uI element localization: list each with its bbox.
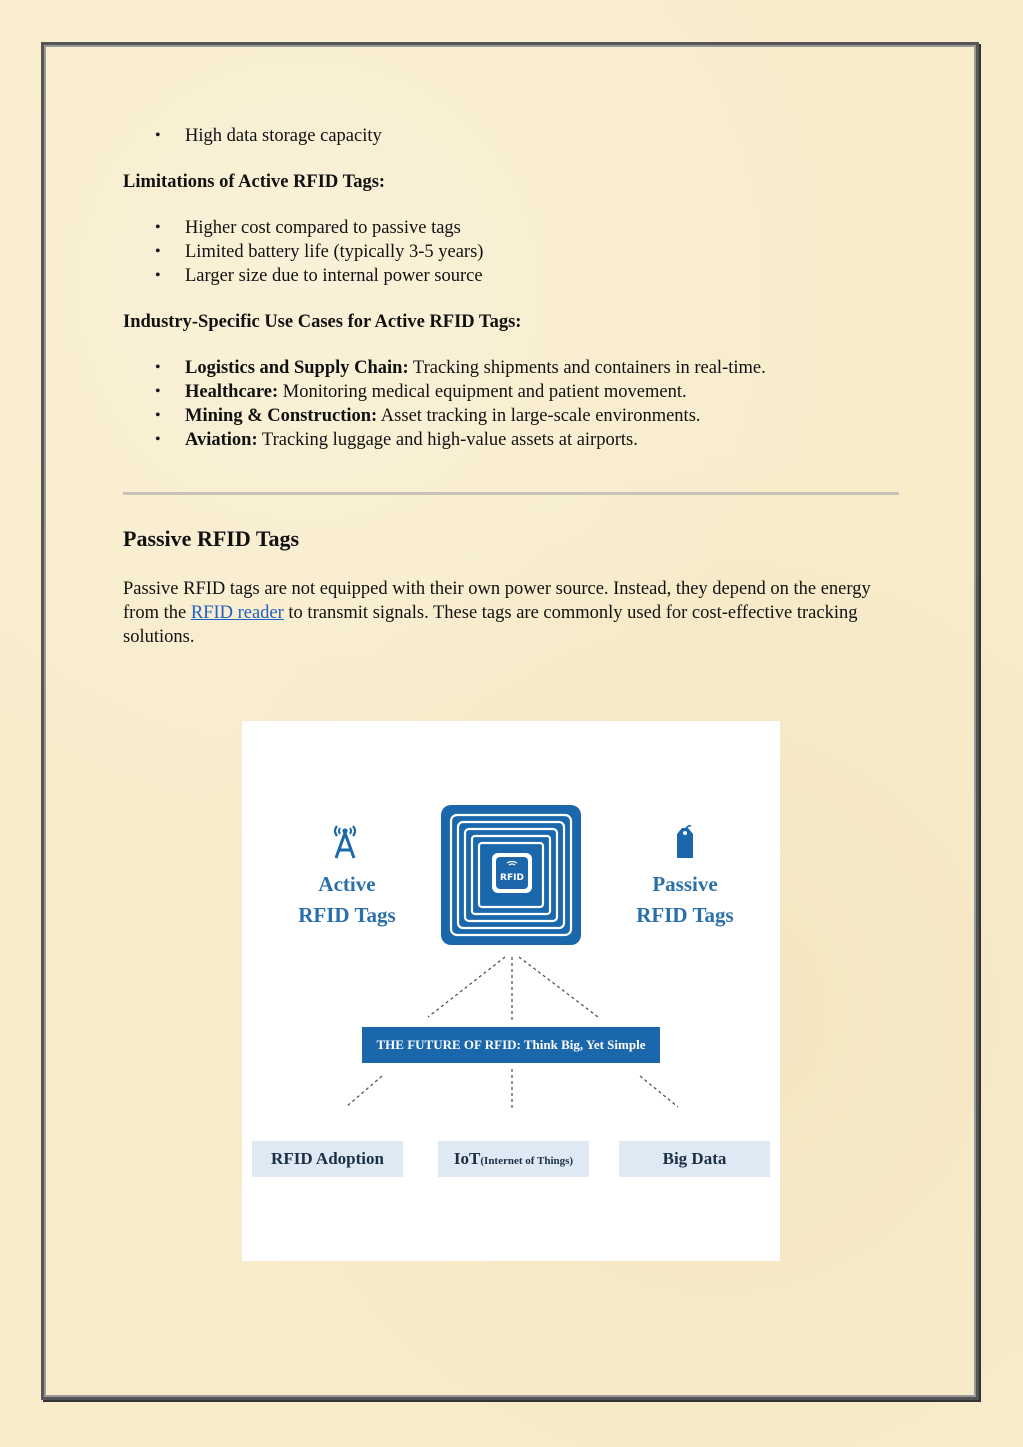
rfid-future-diagram — [242, 721, 780, 1261]
use-case-desc: Tracking luggage and high-value assets at airports. — [257, 430, 638, 450]
intro-list — [123, 124, 903, 148]
connector-lines — [242, 721, 780, 1261]
paragraph-text: to transmit signals. These tags are commonly used for cost-effective tracking solutions. — [123, 603, 858, 647]
iot-label — [438, 1141, 589, 1177]
use-case-desc: Asset tracking in large-scale environments. — [377, 406, 701, 426]
list-item — [185, 428, 903, 452]
title-line: RFID Tags — [636, 903, 734, 927]
section-divider — [123, 492, 899, 495]
use-cases-list — [123, 356, 903, 452]
list-item: • Higher cost compared to passive tags — [185, 216, 903, 240]
iot-main: IoT — [453, 1149, 481, 1168]
use-case-desc: Tracking shipments and containers in real-time. — [408, 358, 766, 378]
rfid-reader-link[interactable]: RFID reader — [190, 603, 284, 623]
passive-section-title: Passive RFID Tags — [123, 526, 300, 551]
big-data-label: Big Data — [619, 1141, 770, 1177]
document-content — [123, 124, 903, 649]
iot-sub: (Internet of Things) — [480, 1155, 574, 1167]
future-of-rfid-banner: THE FUTURE OF RFID: Think Big, Yet Simple — [362, 1027, 660, 1063]
title-line: RFID Tags — [298, 903, 396, 927]
list-item — [185, 380, 903, 404]
limitations-heading: Limitations of Active RFID Tags: — [123, 172, 386, 192]
list-item: • Larger size due to internal power source — [185, 264, 903, 288]
use-case-term: Mining & Construction: — [185, 406, 378, 426]
passive-paragraph — [123, 577, 903, 649]
use-case-term: Aviation: — [185, 430, 258, 450]
list-item — [185, 356, 903, 380]
list-item — [185, 404, 903, 428]
list-item: • High data storage capacity — [185, 124, 903, 148]
list-item: • Limited battery life (typically 3-5 years) — [185, 240, 903, 264]
title-line: Passive — [652, 872, 718, 896]
use-case-term: Healthcare: — [185, 382, 279, 402]
chip-label: RFID — [500, 873, 524, 883]
use-case-term: Logistics and Supply Chain: — [185, 358, 409, 378]
paragraph-text: Passive RFID tags are not equipped with their own power source. Instead, they depend on the energy from the — [123, 579, 871, 623]
use-cases-heading: Industry-Specific Use Cases for Active RFID Tags: — [123, 312, 522, 332]
limitations-list — [123, 216, 903, 288]
title-line: Active — [318, 872, 376, 896]
rfid-adoption-label: RFID Adoption — [252, 1141, 403, 1177]
use-case-desc: Monitoring medical equipment and patient movement. — [278, 382, 687, 402]
